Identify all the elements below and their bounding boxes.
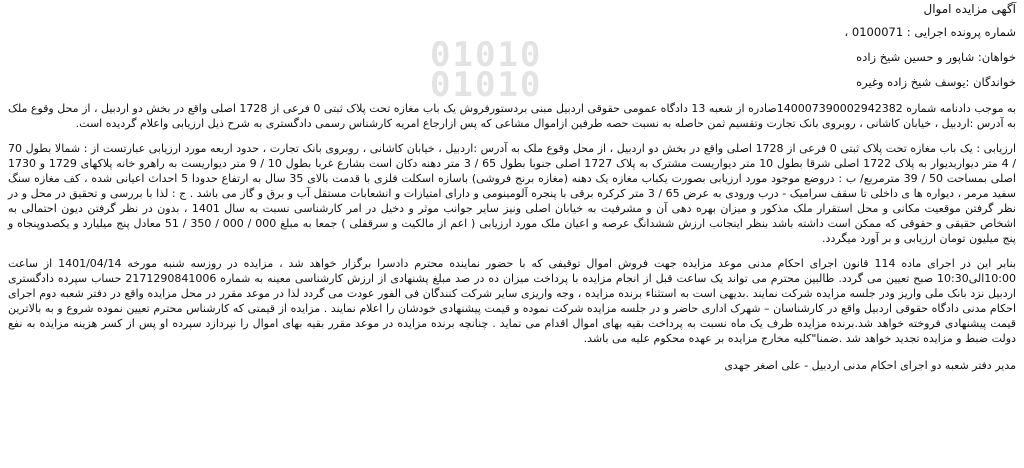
paragraph-auction-terms: بنابر این در اجرای ماده 114 قانون اجرای احکام مدنی موعد مزایده جهت فروش اموال توقیفی که با حضور نماینده محترم دادسرا برگزار خواهد شد ، مزایده در روزسه شنبه مورخه 1401/04/14 از ساعت 10:00الی10:30 صبح تعیین می گردد. طالبین محترم می تواند یک ساعت قبل از انجام مزایده با پرداخت میزان ده در صد مبلغ پشنهادی از ارزش کارشناسی معینه به شماره 2171290841006 حساب سپرده دادگستری اردبیل نزد بانک ملی واریز ودر جلسه مزایده شرکت نمایند .بدیهی است به استثناء برنده مزایده ، وجه واریزی سایر شرکت کنندگان فی الفور عودت می گردد لذا در موعد مقرر در محل مزایده واقع در دفتر شعبه دوم اجرای احکام مدنی دادگاه حقوقی اردبیل واقع در کارشناسان – شهرک اداری حاضر و در جلسه مزایده شرکت نموده و قیمت پیشنهادی خودشان را اعلام نمایند . مزایده از قیمتی که کارشناس محترم تعیین نموده شروع و به بالاترین قیمت پیشنهادی فروخته خواهد شد.برنده مزایده ظرف یک ماه نسبت به پرداخت بقیه بهای اموال اقدام می نماید . چنانچه برنده مزایده در موعد مقرر بقیه بهای اموال را نپردازد سپرده او پس از کسر هزینه مزایده به نفع دولت ضبط و مزایده تجدید خواهد شد .ضمنا"کلیه مخارج مزایده بر عهده محکوم علیه می باشد. [8,257,1017,345]
case-number: شماره پرونده اجرایی : 0100071 ، [844,25,1016,39]
watermark-line-2: 01010 [430,65,543,105]
auction-notice [8,0,1016,468]
notice-title: آگهی مزایده اموال [923,2,1016,16]
paragraph-appraisal: ارزیابی : یک باب مغازه تحت پلاک ثبتی 0 فرعی از 1728 اصلی واقع در بخش دو اردبیل ، از محل وقوع ملک به آدرس :اردبیل ، خیابان کاشانی ، روبروی بانک تجارت ، حدود اربعه مورد ارزیابی عبارتست از : شمالا بطول 70 / 4 متر دیواربدیوار به پلاک 1722 اصلی شرقا بطول 10 متر دیواریست مشترک به پلاک 1727 اصلی جنوبا بطول 65 / 3 متر دهنه دکان است بشارع غربا بطول 10 / 9 متر دیواریست به راهرو خانه پلاکهای 1729 و 1730 اصلی بمساحت 50 / 39 مترمربع/ ب : دروضع موجود مورد ارزیابی بصورت یکباب مغازه یک دهنه (مغازه برنج فروشی) باسازه اسکلت فلزی با قدمت بالای 35 سال به ارتفاع حدودا 5 احداث اعیانی شده ، کف مغازه سنگ سفید مرمر ، دیواره ها ی داخلی تا سقف سرامیک - درب ورودی به عرض 65 / 3 متر کرکره برقی با پنجره آلومینومی و دارای امتیازات و انشعابات مستقل آب و برق و گاز می باشد . ج : لذا با بررسی و تحقیق در محل و در نظر گرفتن موقعیت مکانی و محل استقرار ملک مذکور و میزان بهره دهی آن و مشرفیت به خیابان اصلی ونیز سایر جوانب موثر و دخیل در امر کارشناسی نسبت به سال 1401 ، بدون در نظر گرفتن دیون احتمالی به اشخاص حقیقی و حقوقی که ممکن است داشته باشد بنظر اینجانب ارزش ششدانگ عرصه و اعیان ملک مورد ارزیابی ( اعم از مالکیت و سرقفلی ) جمعا به مبلغ 000 / 000 / 350 / 51 معادل پنج میلیارد و یکصدوپنجاه و پنج میلیون تومان ارزیابی و بر آورد میگردد. [8,142,1017,245]
plaintiffs: خواهان: شاپور و حسین شیخ زاده [856,50,1016,64]
watermark-line-1: 01010 [430,35,543,75]
signature: مدیر دفتر شعبه دو اجرای احکام مدنی اردبیل - علی اصغر جهدی [724,359,1016,372]
paragraph-judgment: به موجب دادنامه شماره 140007390002942382صادره از شعبه 13 دادگاه عمومی حقوقی اردبیل مبنی بردستورفروش یک باب مغازه تحت پلاک ثبتی 0 فرعی از 1728 اصلی واقع در بخش دو اردبیل ، از محل وقوع ملک به آدرس :اردبیل ، خیابان کاشانی ، روبروی بانک تجارت وتقسیم ثمن حاصله به نسبت حصه طرفین ازاموال مشاعی که پس ازارجاع امریه کارشناس رسمی دادگستری به شرح ذیل ارزیابی واعلام گردیده است. [8,102,1017,130]
defendants: خواندگان :یوسف شیخ زاده وغیره [856,75,1016,89]
